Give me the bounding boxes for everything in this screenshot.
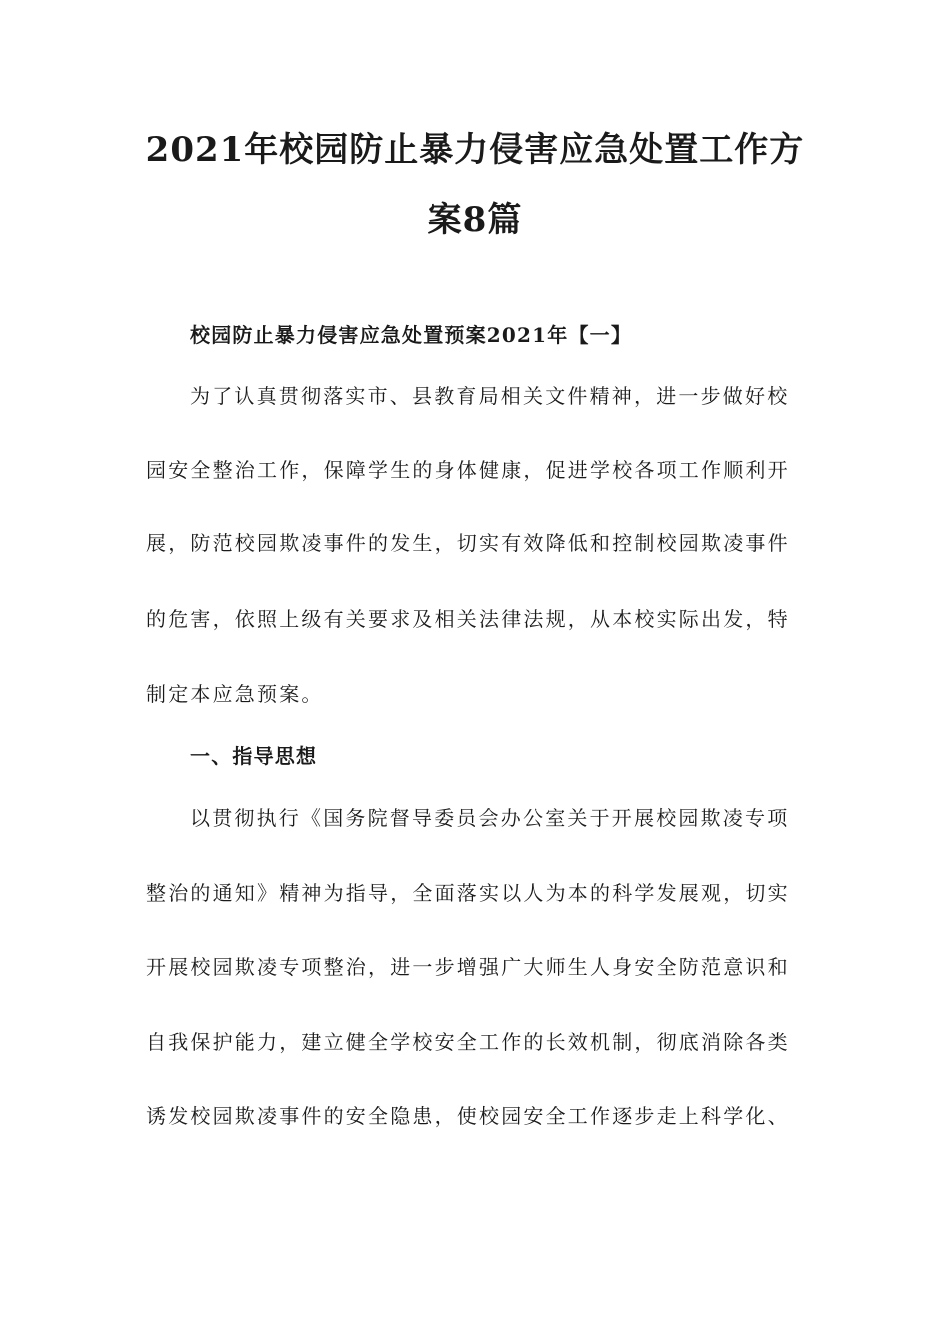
paragraph-2-line-2: 整治的通知》精神为指导，全面落实以人为本的科学发展观，切实 [146, 881, 790, 905]
subheading-guiding-thought: 一、指导思想 [190, 744, 318, 768]
paragraph-2-line-3: 开展校园欺凌专项整治，进一步增强广大师生人身安全防范意识和 [146, 955, 790, 979]
paragraph-1-line-1: 为了认真贯彻落实市、县教育局相关文件精神，进一步做好校 [190, 384, 790, 408]
document-title-line-1: 2021年校园防止暴力侵害应急处置工作方 [145, 130, 805, 170]
paragraph-2-line-4: 自我保护能力，建立健全学校安全工作的长效机制，彻底消除各类 [146, 1030, 790, 1054]
document-title-line-2: 案8篇 [427, 200, 523, 240]
paragraph-2-line-5: 诱发校园欺凌事件的安全隐患，使校园安全工作逐步走上科学化、 [146, 1104, 790, 1128]
paragraph-1-line-2: 园安全整治工作，保障学生的身体健康，促进学校各项工作顺利开 [146, 458, 790, 482]
paragraph-1-line-4: 的危害，依照上级有关要求及相关法律法规，从本校实际出发，特 [146, 607, 790, 631]
section-heading: 校园防止暴力侵害应急处置预案2021年【一】 [190, 323, 633, 347]
paragraph-1-line-3: 展，防范校园欺凌事件的发生，切实有效降低和控制校园欺凌事件 [146, 531, 790, 555]
paragraph-1-line-5: 制定本应急预案。 [146, 682, 324, 706]
paragraph-2-line-1: 以贯彻执行《国务院督导委员会办公室关于开展校园欺凌专项 [190, 806, 790, 830]
